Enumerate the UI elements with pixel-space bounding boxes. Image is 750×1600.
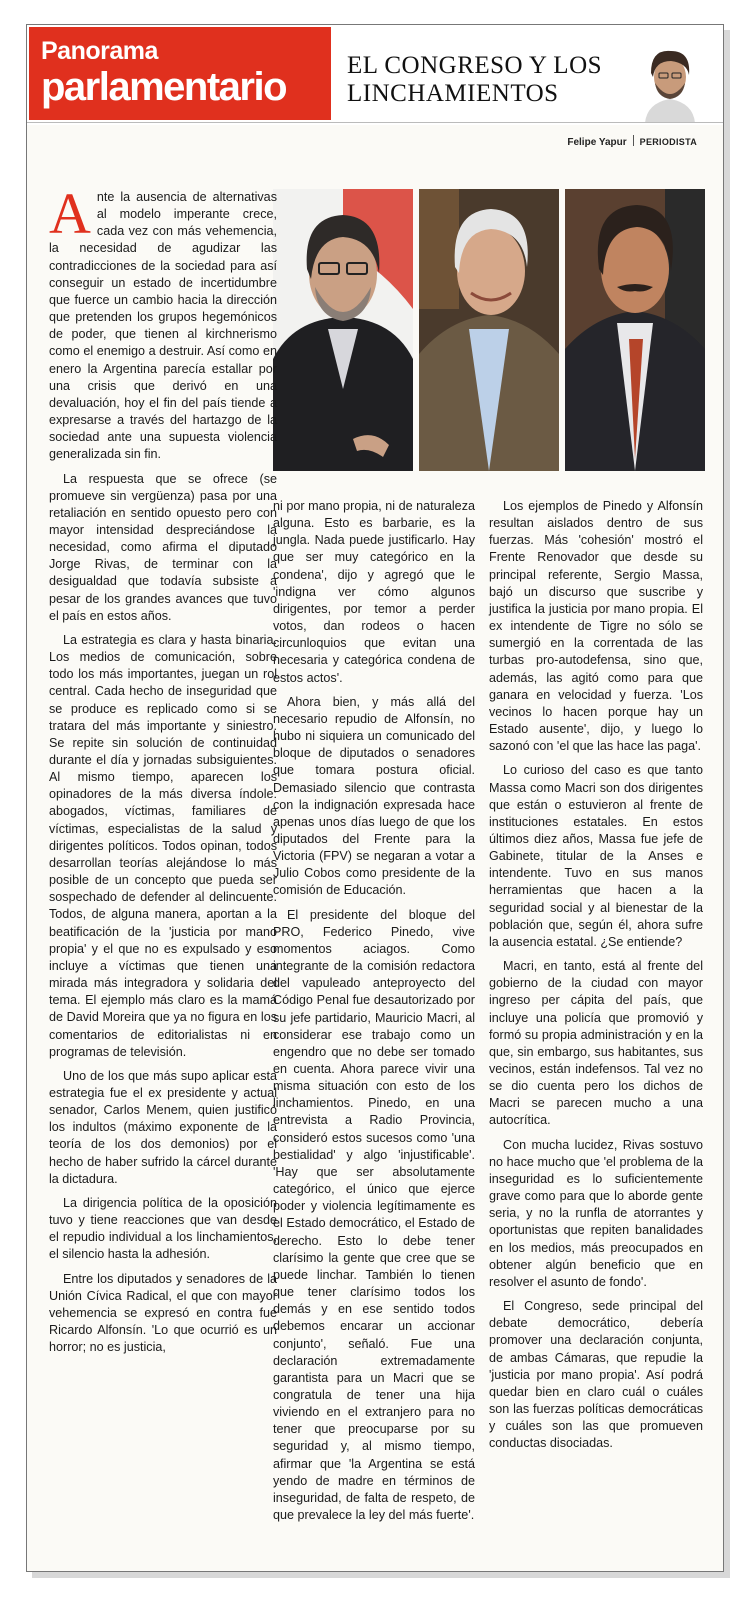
paragraph	[49, 181, 277, 464]
paragraph: Uno de los que más supo aplicar esta estrategia fue el ex presidente y actual senador, Carlos Menem, quien justificó los indultos (máximo exponente de la teoría de los dos demonios) por el hecho de haber sufrido la cárcel durante la dictadura.	[49, 1068, 277, 1186]
photo-federico-pinedo	[419, 189, 559, 471]
paragraph: Ahora bien, y más allá del necesario repudio de Alfonsín, no hubo ni siquiera un comunicado del bloque de diputados o senadores que tomara postura oficial. Demasiado silencio que contrasta con la indignación expresada hace apenas unos días luego de que los diputados del Frente para la Victoria (FPV) se negaran a votar a Julio Cobos como presidente de la comisión de Educación.	[273, 694, 475, 898]
byline	[567, 135, 697, 148]
headline: EL CONGRESO Y LOS LINCHAMIENTOS	[347, 52, 603, 107]
paragraph: La respuesta que se ofrece (se promueve sin vergüenza) pasa por una retaliación en sentido opuesto pero con mayor intensidad despreciándose la necesidad, como afirma el diputado Jorge Rivas, de terminar con la desigualdad que todavía subsiste a pesar de los grandes avances que tuvo el país en estos años.	[49, 471, 277, 623]
section-label-line1: Panorama	[41, 37, 158, 65]
header-divider	[27, 122, 723, 123]
author-name: Felipe Yapur	[567, 137, 627, 148]
photo-ricardo-alfonsin	[565, 189, 705, 471]
paragraph: La dirigencia política de la oposición tuvo y tiene reacciones que van desde el repudio individual a los linchamientos, el silencio hasta la adhesión.	[49, 1195, 277, 1262]
section-label-line2: parlamentario	[41, 65, 287, 109]
byline-separator	[633, 135, 634, 146]
paragraph: ni por mano propia, ni de naturaleza alguna. Esto es barbarie, es la jungla. Nada puede justificarlo. Hay que ser muy categórico en la condena', dijo y agregó que le 'indigna ver cómo algunos dirigentes, por temor a perder votos, dan rodeos o hacen circunloquios que evitan una necesaria y categórica condena de estos actos'.	[273, 499, 475, 685]
section-label	[29, 27, 331, 120]
paragraph: El Congreso, sede principal del debate democrático, debería promover una declaración conjunta, de ambas Cámaras, que repudie la 'justicia por mano propia'. Así podrá quedar bien en claro cuál o cuáles son las fuerzas políticas democráticas y cuáles son las que promueven conductas disociadas.	[489, 1299, 703, 1451]
dropcap: A	[49, 181, 91, 246]
author-portrait	[631, 43, 709, 123]
paragraph: Los ejemplos de Pinedo y Alfonsín resultan aislados dentro de sus fuerzas. Más 'cohesión' mostró el Frente Renovador que desde su principal referente, Sergio Massa, bajó un discurso que suscribe y justifica la justicia por mano propia. El ex intendente de Tigre no sólo se sumergió en la correntada de las turbas pro-autodefensa, sino que, además, las agitó como para que ganara en velocidad y fuerza. 'Los vecinos lo hacen porque hay un Estado ausente', dijo, y luego lo sazonó con 'el que las hace las paga'.	[489, 499, 703, 754]
paragraph: La estrategia es clara y hasta binaria. Los medios de comunicación, sobre todo los más importantes, juegan un rol central. Cada hecho de inseguridad que se produce es replicado como si se tratara del más importante y siniestro. Se repite sin solución de continuidad durante el día y jornadas subsiguientes. Al mismo tiempo, aparecen los opinadores de la más diversa índole: abogados, víctimas, familiares de víctimas, especialistas de la salud y dirigentes políticos. Todos opinan, todos desarrollan teorías alejándose lo más posible de un concepto que pueda ser sospechado de defender al delincuente. Todos, de alguna manera, aportan a la beatificación de la 'justicia por mano propia' y el que no es expulsado y eso incluye a víctimas que tienen una mirada más integradora y solidaria del tema. El ejemplo más claro es la mamá de David Moreira que ya no figura en los comentarios de editorialistas ni en programas de televisión.	[49, 632, 277, 1059]
photo-jorge-rivas	[273, 189, 413, 471]
paragraph-text: nte la ausencia de alternativas al modelo imperante crece, cada vez con más vehemencia, la necesidad de agudizar las contradicciones de la sociedad para así conseguir un estado de incertidumbre que fuerce un cambio hacia la dirección que pretenden los grupos hegemónicos de poder, que tienen al kirchnerismo como el enemigo a destruir. Así como en enero la Argentina parecía estallar por una crisis que derivó en una devaluación, hoy el fin del país tiende a expresarse a través del hartazgo de la sociedad ante una supuesta violencia generalizada sin fin.	[49, 190, 277, 462]
paragraph: El presidente del bloque del PRO, Federico Pinedo, vive momentos aciagos. Como integrante de la comisión redactora del vapuleado anteproyecto del Código Penal fue desautorizado por su jefe partidario, Mauricio Macri, al considerar ese trabajo como un engendro que no debe ser tomado en cuenta. Ahora parece vivir una misma situación con esto de los linchamientos. Pinedo, en una entrevista a Radio Provincia, consideró estos sucesos como 'una bestialidad' y algo 'injustificable'. 'Hay que ser absolutamente categórico, el único que ejerce poder y violencia legítimamente es el Estado democrático, el Estado de derecho. Esto lo debe tener clarísimo la gente que cree que se puede linchar. También lo tienen que tener clarísimo todos los demás y en ese sentido todos debemos encarar un accionar conjunto', señaló. Fue una declaración extremadamente garantista para un Macri que se congratula de tener una hija viviendo en el extranjero para no tener que preocuparse por su seguridad y, al mismo tiempo, afirmar que 'la Argentina se está yendo de madre en términos de inseguridad, de falta de respeto, de que prevalece la ley del más fuerte'.	[273, 907, 475, 1523]
article-column-2	[273, 498, 475, 1531]
paragraph: Entre los diputados y senadores de la Unión Cívica Radical, el que con mayor vehemencia se expresó en contra fue Ricardo Alfonsín. 'Lo que ocurrió es un horror; no es justicia,	[49, 1271, 277, 1355]
paragraph: Lo curioso del caso es que tanto Massa como Macri son dos dirigentes que están o estuvieron al frente de instituciones estatales. En estos últimos diez años, Massa fue jefe de Gabinete, titular de la Anses e intendente. Tuvo en sus manos herramientas que hacen a la seguridad social y al bienestar de la población que, según él, ahora sufre la ausencia estatal. ¿Se entiende?	[489, 763, 703, 949]
article-column-3	[489, 498, 703, 1459]
paragraph: Macri, en tanto, está al frente del gobierno de la ciudad con mayor ingreso per cápita del país, que incluye una policía que promovió y formó su propia administración y en la que, sin embargo, sus habitantes, sus vecinos, están indefensos. Tal vez no se dio cuenta pero los dichos de Macri se parecen mucho a una autocrítica.	[489, 959, 703, 1128]
article-column-1	[49, 181, 277, 1363]
paragraph: Con mucha lucidez, Rivas sostuvo no hace mucho que 'el problema de la inseguridad es lo suficientemente grave como para que lo aborde gente seria, y no la runfla de atorrantes y oportunistas que repiten banalidades en los medios, más preocupados en obtener algún beneficio que en resolver el asunto de fondo'.	[489, 1137, 703, 1289]
article-header	[27, 25, 723, 125]
author-role: PERIODISTA	[639, 137, 697, 147]
article-page	[26, 24, 724, 1572]
